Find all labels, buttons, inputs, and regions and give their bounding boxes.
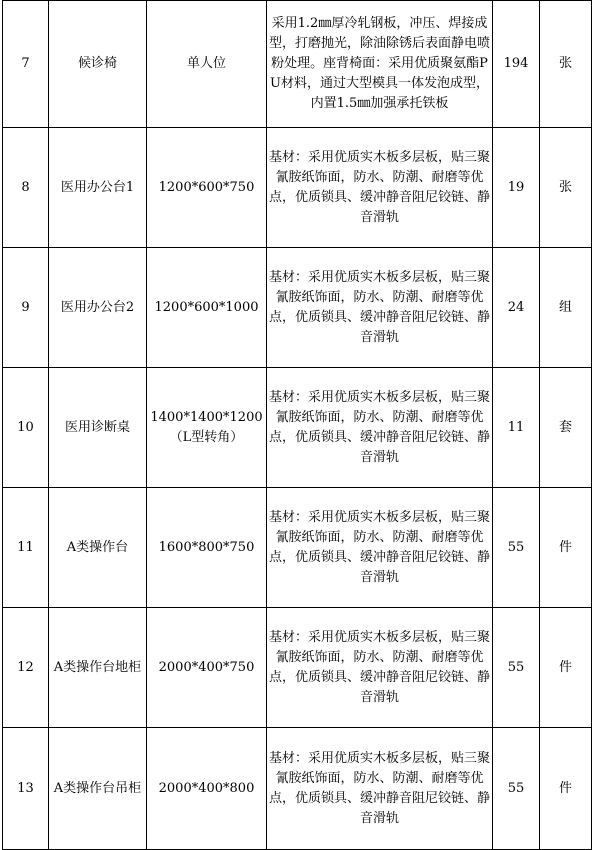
item-unit: 套	[540, 368, 592, 488]
item-unit: 件	[540, 728, 592, 850]
item-name: 候诊椅	[49, 1, 147, 128]
item-name: 医用办公台1	[49, 128, 147, 248]
item-spec: 1600*800*750	[147, 488, 267, 608]
table-row	[3, 488, 592, 608]
item-description: 基材：采用优质实木板多层板，贴三聚氰胺纸饰面，防水、防潮、耐磨等优点，优质锁具、缓冲静音阻尼铰链、静音滑轨	[267, 128, 493, 248]
item-spec: 1400*1400*1200（L型转角）	[147, 368, 267, 488]
item-description: 基材：采用优质实木板多层板，贴三聚氰胺纸饰面，防水、防潮、耐磨等优点，优质锁具、缓冲静音阻尼铰链、静音滑轨	[267, 728, 493, 850]
item-description: 基材：采用优质实木板多层板，贴三聚氰胺纸饰面，防水、防潮、耐磨等优点，优质锁具、缓冲静音阻尼铰链、静音滑轨	[267, 488, 493, 608]
item-unit: 张	[540, 128, 592, 248]
item-spec: 1200*600*1000	[147, 248, 267, 368]
row-number: 13	[3, 728, 49, 850]
table-row	[3, 1, 592, 128]
item-quantity: 55	[493, 728, 540, 850]
row-number: 8	[3, 128, 49, 248]
item-unit: 张	[540, 1, 592, 128]
item-spec: 2000*400*750	[147, 608, 267, 728]
item-unit: 件	[540, 488, 592, 608]
item-spec: 1200*600*750	[147, 128, 267, 248]
table-row	[3, 248, 592, 368]
row-number: 7	[3, 1, 49, 128]
item-unit: 组	[540, 248, 592, 368]
item-quantity: 194	[493, 1, 540, 128]
table-row	[3, 608, 592, 728]
table-row	[3, 368, 592, 488]
row-number: 9	[3, 248, 49, 368]
item-quantity: 55	[493, 488, 540, 608]
item-quantity: 24	[493, 248, 540, 368]
item-name: A类操作台地柜	[49, 608, 147, 728]
row-number: 10	[3, 368, 49, 488]
item-spec: 2000*400*800	[147, 728, 267, 850]
item-name: 医用诊断桌	[49, 368, 147, 488]
item-name: 医用办公台2	[49, 248, 147, 368]
item-description: 基材：采用优质实木板多层板，贴三聚氰胺纸饰面，防水、防潮、耐磨等优点，优质锁具、缓冲静音阻尼铰链、静音滑轨	[267, 368, 493, 488]
item-quantity: 55	[493, 608, 540, 728]
item-name: A类操作台吊柜	[49, 728, 147, 850]
row-number: 11	[3, 488, 49, 608]
row-number: 12	[3, 608, 49, 728]
item-unit: 件	[540, 608, 592, 728]
item-quantity: 11	[493, 368, 540, 488]
item-description: 基材：采用优质实木板多层板，贴三聚氰胺纸饰面，防水、防潮、耐磨等优点，优质锁具、缓冲静音阻尼铰链、静音滑轨	[267, 608, 493, 728]
item-description: 基材：采用优质实木板多层板，贴三聚氰胺纸饰面，防水、防潮、耐磨等优点，优质锁具、缓冲静音阻尼铰链、静音滑轨	[267, 248, 493, 368]
item-name: A类操作台	[49, 488, 147, 608]
item-description: 采用1.2㎜厚冷轧钢板，冲压、焊接成型，打磨抛光，除油除锈后表面静电喷粉处理。座背椅面：采用优质聚氨酯PU材料，通过大型模具一体发泡成型，内置1.5㎜加强承托铁板	[267, 1, 493, 128]
table-row	[3, 128, 592, 248]
table-row	[3, 728, 592, 850]
item-spec: 单人位	[147, 1, 267, 128]
furniture-spec-table	[2, 0, 592, 850]
item-quantity: 19	[493, 128, 540, 248]
